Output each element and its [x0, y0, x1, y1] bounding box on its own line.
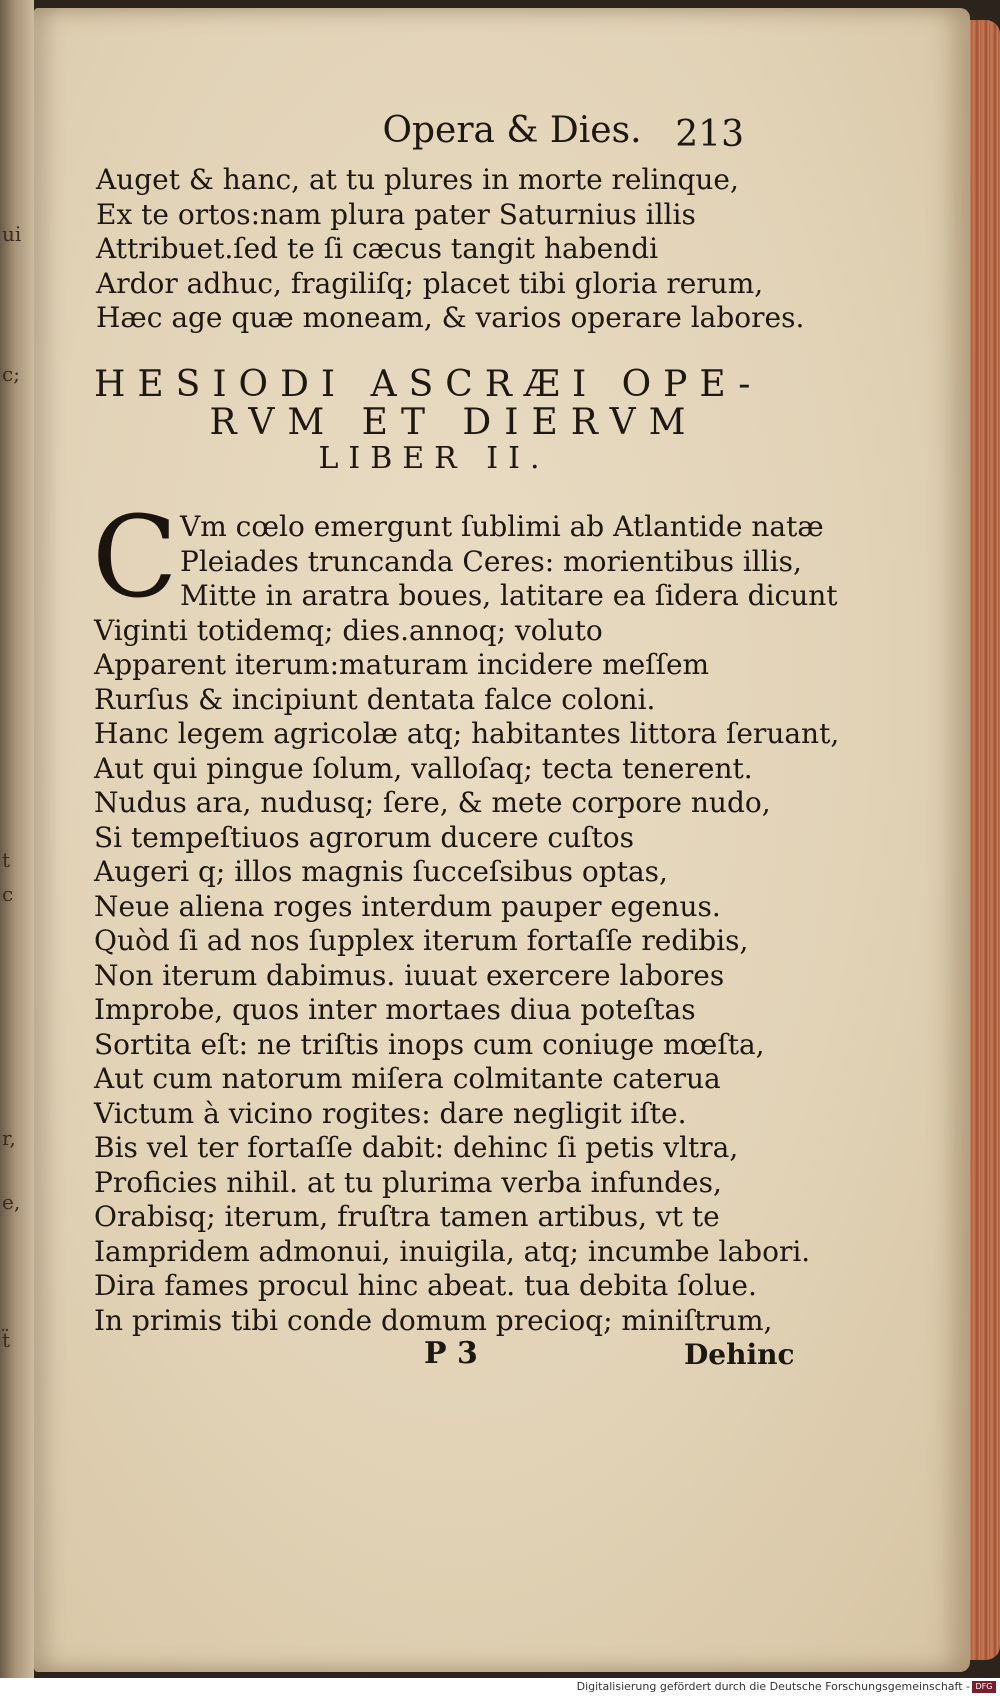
margin-fragment: c;: [2, 362, 20, 386]
footer-credit: Digitalisierung gefördert durch die Deutsche Forschungsgemeinschaft -: [576, 1680, 970, 1693]
verse-line: Improbe, quos inter mortaes diua poteſtas: [94, 993, 696, 1026]
verse-line: Viginti totidemq; dies.annoq; voluto: [94, 613, 603, 647]
verse-line: Non iterum dabimus. iuuat exercere labores: [94, 958, 725, 992]
verse-line: Vm cœlo emergunt ſublimi ab Atlantide natæ: [180, 510, 824, 543]
verse-line: In primis tibi conde domum precioq; miniſtrum,: [94, 1303, 773, 1337]
margin-fragment: e,: [2, 1190, 21, 1214]
verse-line: Pleiades truncanda Ceres: morientibus illis,: [180, 544, 802, 578]
verse-line: Bis vel ter fortaſſe dabit: dehinc ſi petis vltra,: [94, 1131, 739, 1164]
book-page: [34, 8, 970, 1672]
verse-top-block: [96, 163, 856, 336]
verse-line: Sortita eſt: ne triſtis inops cum coniuge mœſta,: [94, 1027, 765, 1061]
running-title: Opera & Dies.: [382, 110, 642, 151]
verse-line: Dira fames procul hinc abeat. tua debita ſolue.: [94, 1269, 757, 1302]
verse-line: Neue aliena roges interdum pauper egenus.: [94, 889, 721, 923]
verse-line: Rurſus & incipiunt dentata falce coloni.: [94, 682, 656, 716]
verse-line: Aut qui pingue ſolum, valloſaq; tecta tenerent.: [94, 751, 753, 785]
facing-page-edge: [0, 0, 34, 1678]
verse-line: Ex te ortos:nam plura pater Saturnius illis: [96, 197, 696, 231]
verse-line: Victum à vicino rogites: dare negligit iſte.: [94, 1096, 687, 1130]
verse-line: Si tempeſtiuos agrorum ducere cuſtos: [94, 820, 634, 854]
verse-line: Hæc age quæ moneam, & varios operare labores.: [96, 301, 805, 334]
verse-line: Quòd ſi ad nos ſupplex iterum fortaſſe redibis,: [94, 924, 749, 957]
verse-line: Augeri q; illos magnis ſucceſsibus optas,: [94, 855, 668, 888]
verse-line: Apparent iterum:maturam incidere meſſem: [94, 648, 710, 681]
book-heading-line-2: RVM ET DIERVM: [209, 402, 699, 443]
verse-line: Aut cum natorum miſera colmitante caterua: [94, 1062, 721, 1095]
verse-line: Orabisq; iterum, fruſtra tamen artibus, vt te: [94, 1200, 720, 1233]
margin-fragment: r,: [2, 1126, 16, 1150]
margin-fragment: ui: [2, 222, 22, 246]
verse-line: Hanc legem agricolæ atq; habitantes littora ſeruant,: [94, 717, 840, 750]
digitization-footer: [0, 1680, 1000, 1696]
margin-fragment: t: [2, 848, 11, 872]
dfg-logo-icon: DFG: [972, 1681, 996, 1693]
margin-fragment: ẗ: [2, 1328, 11, 1352]
book-heading-line-3: LIBER II.: [318, 441, 550, 476]
verse-line: Nudus ara, nudusq; ſere, & mete corpore nudo,: [94, 786, 771, 819]
drop-cap-initial: C: [92, 493, 178, 623]
verse-line: Proficies nihil. at tu plurima verba infundes,: [94, 1165, 722, 1199]
verse-line: Iampridem admonui, inuigila, atq; incumbe labori.: [94, 1234, 811, 1268]
verse-line: Auget & hanc, at tu plures in morte relinque,: [96, 163, 739, 196]
verse-line: Ardor adhuc, fragiliſq; placet tibi gloria rerum,: [96, 266, 764, 300]
signature-mark: P 3: [424, 1336, 478, 1371]
book-heading-line-1: HESIODI ASCRÆI OPE-: [94, 364, 763, 405]
verse-main-block: [94, 510, 894, 1338]
verse-line: Mitte in aratra boues, latitare ea ſidera dicunt: [180, 579, 838, 612]
page-number: 213: [675, 114, 744, 155]
margin-fragment: c: [2, 882, 14, 906]
catchword: Dehinc: [684, 1338, 795, 1371]
verse-line: Attribuet.ſed te ſi cæcus tangit habendi: [96, 232, 659, 265]
